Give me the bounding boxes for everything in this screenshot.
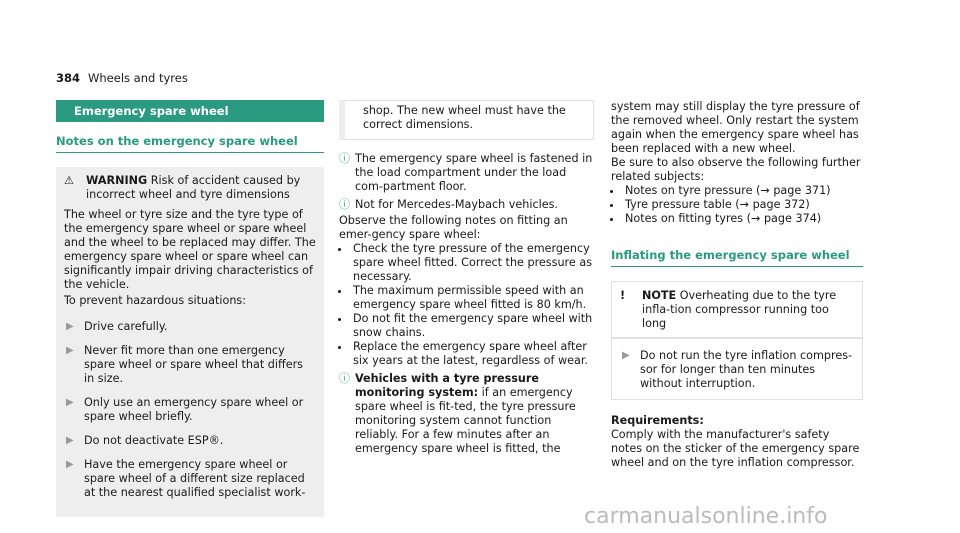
subheading-notes: Notes on the emergency spare wheel: [56, 134, 324, 153]
arrow-icon: ▶: [622, 350, 630, 361]
step-item: ▶ Only use an emergency spare wheel or spare wheel briefly.: [56, 392, 316, 430]
warning-body: The wheel or tyre size and the tyre type of the emergency spare wheel or spare wheel and the wheel to be replaced may differ. The emergency spare wheel or spare wheel can significantly impair driving characteristics of the vehicle.: [64, 208, 316, 291]
step-item: ▶ Never fit more than one emergency spare wheel or spare wheel that differs in size.: [56, 340, 316, 392]
warning-steps: [56, 308, 316, 510]
warning-label: WARNING: [86, 174, 148, 187]
page-header: [56, 71, 188, 85]
related-subjects-list: [611, 184, 863, 226]
requirements-text: Comply with the manufacturer's safety notes on the sticker of the emergency spare wheel and on the tyre inflation compressor.: [611, 428, 860, 469]
continued-line: again when the emergency spare wheel has: [611, 128, 859, 141]
info-note-3: ⓘ Vehicles with a tyre pressure monitoring system: if an emergency spare wheel is fit-ted, the tyre pressure monitoring system cannot function reliably. For a few minutes after an emergency spare wheel is fitted, the: [339, 372, 576, 455]
list-item: • Do not fit the emergency spare wheel with snow chains.: [351, 312, 594, 340]
fitting-notes-list: [339, 242, 594, 368]
continued-text: shop. The new wheel must have the correct dimensions.: [363, 104, 566, 131]
exclamation-icon: !: [620, 289, 626, 302]
step-item: ▶ Do not run the tyre inflation compres-sor for longer than ten minutes without interruption.: [612, 345, 854, 391]
warning-prevent: To prevent hazardous situations:: [64, 294, 247, 307]
note-step-box: [611, 338, 863, 400]
arrow-icon: ▶: [66, 435, 74, 446]
observe-text: Observe the following notes on fitting an emer-gency spare wheel:: [339, 214, 568, 241]
page-number: 384: [56, 71, 81, 85]
list-item: • Tyre pressure table (→ page 372): [623, 198, 863, 212]
info-icon: ⓘ: [339, 198, 351, 211]
list-item: • Notes on tyre pressure (→ page 371): [623, 184, 863, 198]
column-2: [339, 100, 594, 456]
also-observe-text: Be sure to also observe the following further related subjects:: [611, 156, 861, 183]
column-3: [611, 100, 863, 470]
list-item: • Check the tyre pressure of the emergency spare wheel fitted. Correct the pressure as necessary.: [351, 242, 594, 284]
section-title: Emergency spare wheel: [56, 100, 324, 122]
warning-triangle-icon: ⚠: [64, 174, 75, 187]
page-header-title: Wheels and tyres: [88, 71, 188, 85]
continued-line: been replaced with a new wheel.: [611, 142, 796, 155]
info-icon: ⓘ: [339, 152, 351, 165]
continued-line: system may still display the tyre pressure of: [611, 100, 860, 113]
arrow-icon: ▶: [66, 321, 74, 332]
continued-warning-box: [339, 100, 594, 140]
note-label: NOTE: [642, 289, 677, 302]
list-item: • Notes on fitting tyres (→ page 374): [623, 212, 863, 226]
arrow-icon: ▶: [66, 345, 74, 356]
note-text: Overheating due to the tyre infla-tion compressor running too long: [642, 289, 837, 330]
list-item: • Replace the emergency spare wheel after six years at the latest, regardless of wear.: [351, 340, 594, 368]
warning-heading: Risk of accident caused by incorrect wheel and tyre dimensions: [86, 174, 301, 201]
info-icon: ⓘ: [339, 372, 351, 385]
arrow-icon: ▶: [66, 459, 74, 470]
list-item: • The maximum permissible speed with an emergency spare wheel fitted is 80 km/h.: [351, 284, 594, 312]
step-item: ▶ Drive carefully.: [56, 316, 316, 340]
info-note-2: ⓘ Not for Mercedes-Maybach vehicles.: [339, 198, 558, 211]
requirements-title: Requirements:: [611, 414, 704, 427]
watermark: carmanualsonline.info: [584, 504, 828, 529]
subheading-inflating: Inflating the emergency spare wheel: [611, 248, 863, 267]
arrow-icon: ▶: [66, 397, 74, 408]
step-item: ▶ Have the emergency spare wheel or spare wheel of a different size replaced at the nearest qualified specialist work-: [56, 454, 316, 506]
note-box: [611, 281, 863, 338]
warning-box: [56, 167, 324, 517]
info-note-1: ⓘ The emergency spare wheel is fastened in the load compartment under the load com-partment floor.: [339, 152, 593, 193]
continued-line: the removed wheel. Only restart the system: [611, 114, 859, 127]
column-1: [56, 100, 324, 517]
step-item: ▶ Do not deactivate ESP®.: [56, 430, 316, 454]
